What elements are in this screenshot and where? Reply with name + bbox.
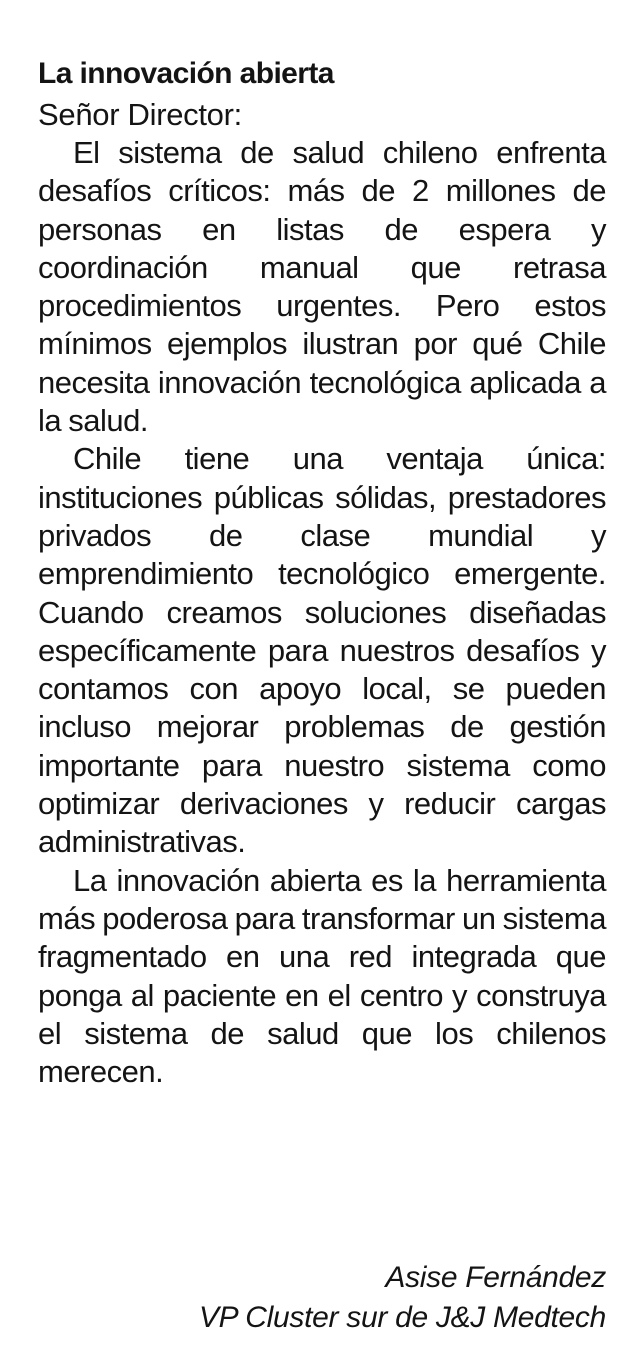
letter-salutation: Señor Director: <box>38 97 242 132</box>
letter-article <box>38 52 606 1091</box>
letter-signature <box>199 1258 606 1338</box>
letter-paragraph-2: Chile tiene una ventaja única: instituciones públicas sólidas, prestadores privados de clase mundial y emprendimiento tecnológico emergente. Cuando creamos soluciones diseñadas específicamente para nuestros desafíos y contamos con apoyo local, se pueden incluso mejorar problemas de gestión importante para nuestro sistema como optimizar derivaciones y reducir cargas administrativas. <box>38 441 606 860</box>
letter-paragraph-3: La innovación abierta es la herramienta más poderosa para transformar un sistema fragmentado en una red integrada que ponga al paciente en el centro y construya el sistema de salud que los chilenos merecen. <box>38 862 606 1090</box>
signature-title: VP Cluster sur de J&J Medtech <box>198 1301 606 1334</box>
letter-paragraph-1: El sistema de salud chileno enfrenta desafíos críticos: más de 2 millones de personas en listas de espera y coordinación manual que retrasa procedimientos urgentes. Pero estos mínimos ejemplos ilustran por qué Chile necesita innovación tecnológica aplicada a la salud. <box>38 135 606 439</box>
signature-name: Asise Fernández <box>385 1261 606 1294</box>
letter-headline: La innovación abierta <box>38 57 334 90</box>
